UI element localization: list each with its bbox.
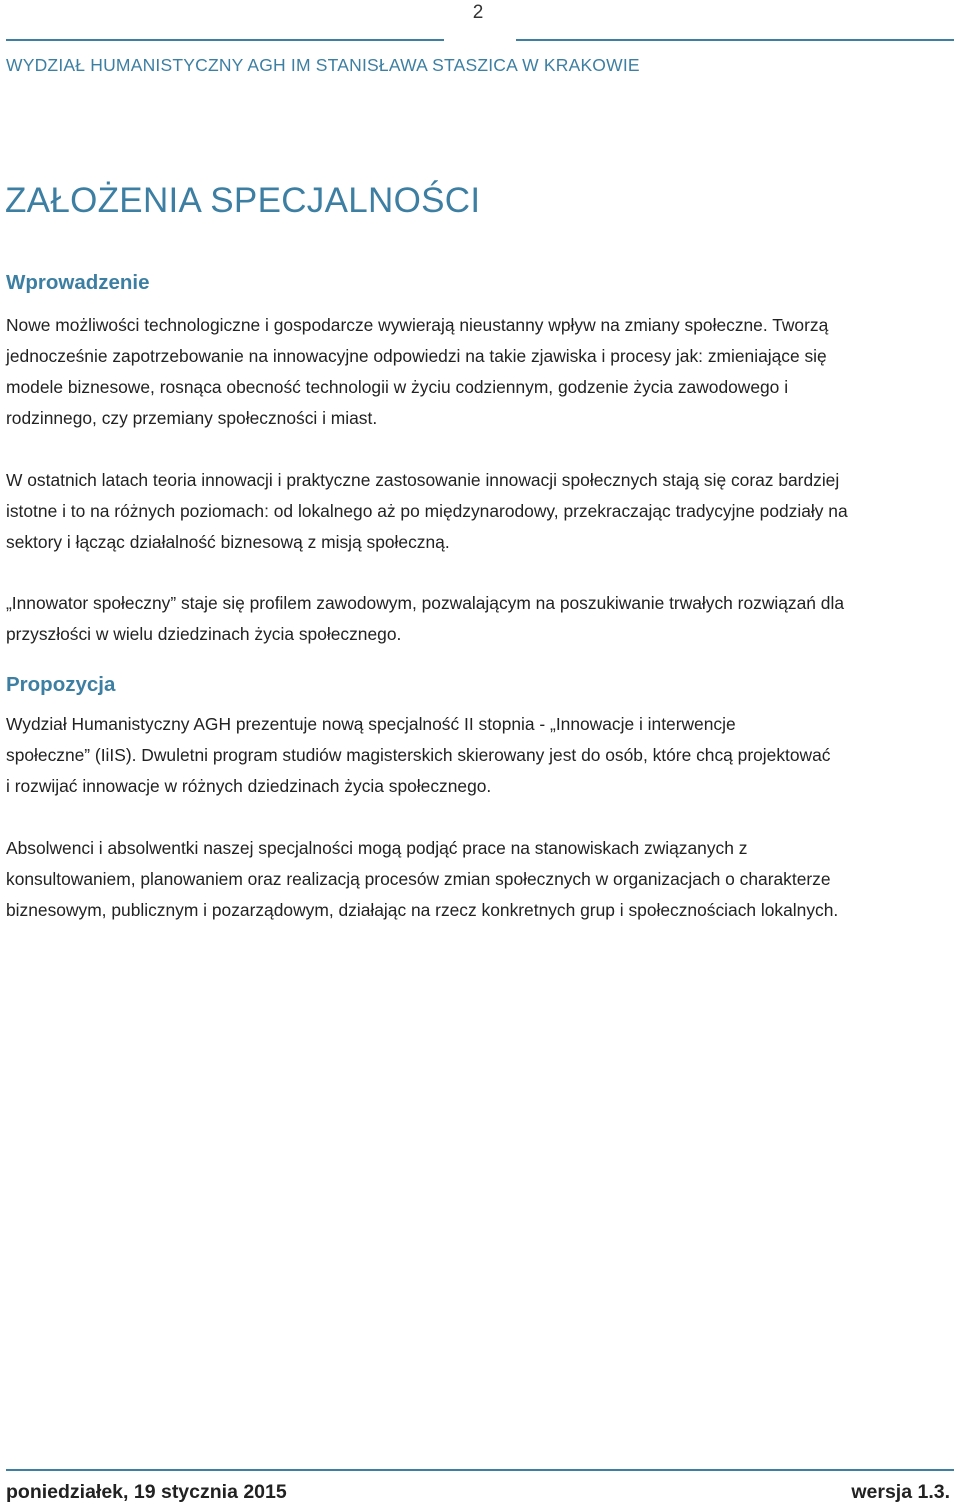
text-line: Absolwenci i absolwentki naszej specjalności mogą podjąć prace na stanowiskach związanych z <box>6 838 748 858</box>
text-line: modele biznesowe, rosnąca obecność technologii w życiu codziennym, godzenie życia zawodowego i <box>6 377 789 397</box>
text-line: jednocześnie zapotrzebowanie na innowacyjne odpowiedzi na takie zjawiska i procesy jak: zmieniające się <box>6 346 827 366</box>
intro-heading: Wprowadzenie <box>6 271 150 294</box>
text-line: konsultowaniem, planowaniem oraz realizacją procesów zmian społecznych w organizacjach o charakterze <box>6 869 831 889</box>
page-number: 2 <box>472 2 484 23</box>
text-line: przyszłości w wielu dziedzinach życia społecznego. <box>6 624 402 644</box>
intro-paragraph-2 <box>6 465 954 558</box>
header-rule-right <box>516 39 954 41</box>
footer-date: poniedziałek, 19 stycznia 2015 <box>6 1481 287 1503</box>
proposal-paragraph-2 <box>6 833 954 926</box>
footer-version: wersja 1.3. <box>851 1481 950 1503</box>
text-line: rodzinnego, czy przemiany społeczności i miast. <box>6 408 378 428</box>
faculty-name: WYDZIAŁ HUMANISTYCZNY AGH IM STANISŁAWA STASZICA W KRAKOWIE <box>6 55 640 75</box>
text-line: „Innowator społeczny” staje się profilem zawodowym, pozwalającym na poszukiwanie trwałych rozwiązań dla <box>6 593 845 613</box>
page-title: ZAŁOŻENIA SPECJALNOŚCI <box>5 181 481 220</box>
text-line: biznesowym, publicznym i pozarządowym, działając na rzecz konkretnych grup i społecznościach lokalnych. <box>6 900 839 920</box>
text-line: istotne i to na różnych poziomach: od lokalnego aż po międzynarodowy, przekraczając tradycyjne podziały na <box>6 501 848 521</box>
text-line: społeczne” (IiIS). Dwuletni program studiów magisterskich skierowany jest do osób, które chcą projektować <box>6 745 831 765</box>
proposal-heading: Propozycja <box>6 673 116 696</box>
footer-rule <box>6 1469 954 1471</box>
text-line: i rozwijać innowacje w różnych dziedzinach życia społecznego. <box>6 776 492 796</box>
text-line: Nowe możliwości technologiczne i gospodarcze wywierają nieustanny wpływ na zmiany społeczne. Tworzą <box>6 315 829 335</box>
intro-paragraph-3 <box>6 588 954 650</box>
intro-paragraph-1 <box>6 310 954 434</box>
proposal-paragraph-1 <box>6 709 954 802</box>
text-line: Wydział Humanistyczny AGH prezentuje nową specjalność II stopnia - „Innowacje i interwencje <box>6 714 736 734</box>
text-line: W ostatnich latach teoria innowacji i praktyczne zastosowanie innowacji społecznych stają się coraz bardziej <box>6 470 840 490</box>
header-rule-left <box>6 39 444 41</box>
text-line: sektory i łącząc działalność biznesową z misją społeczną. <box>6 532 450 552</box>
